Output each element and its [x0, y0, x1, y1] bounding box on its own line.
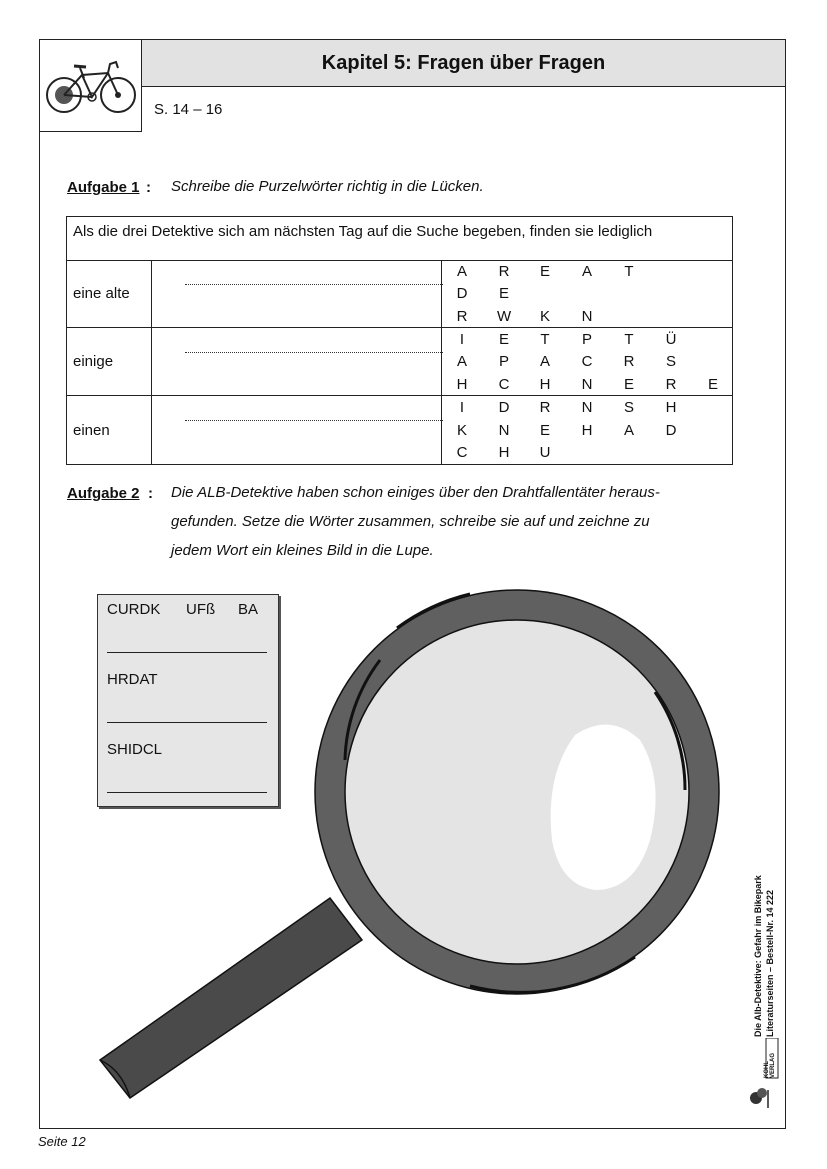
sidebar-line: Literaturseiten – Bestell-Nr. 14 222	[765, 889, 775, 1037]
letter: W	[497, 308, 512, 325]
task2-line: jedem Wort ein kleines Bild in die Lupe.	[171, 542, 434, 559]
task1-colon: :	[146, 179, 151, 196]
word-fragment: HRDAT	[107, 671, 158, 688]
letter: S	[623, 399, 634, 416]
task1-instruction: Schreibe die Purzelwörter richtig in die Lücken.	[171, 178, 484, 195]
letter: Ü	[665, 331, 677, 348]
sidebar-line: Die Alb-Detektive: Gefahr im Bikepark	[753, 875, 763, 1037]
letter: A	[539, 353, 550, 370]
letter: N	[581, 376, 593, 393]
page-range: S. 14 – 16	[154, 101, 223, 118]
row-label: eine alte	[66, 260, 152, 328]
page-number: Seite 12	[38, 1134, 86, 1149]
letter: R	[539, 399, 551, 416]
letter: H	[539, 376, 551, 393]
letter: C	[581, 353, 593, 370]
letter: H	[581, 422, 593, 439]
letter: R	[456, 308, 468, 325]
letter: T	[624, 331, 634, 348]
letter: E	[623, 376, 634, 393]
letter: P	[581, 331, 592, 348]
word-fragment: CURDK	[107, 601, 161, 618]
letter: E	[707, 376, 718, 393]
letter: N	[581, 399, 593, 416]
letter: D	[665, 422, 677, 439]
letter: A	[581, 263, 592, 280]
row-label: einige	[66, 328, 152, 396]
letter: C	[456, 444, 468, 461]
publisher-sidebar	[752, 857, 792, 1037]
letter: H	[456, 376, 468, 393]
letter: A	[456, 353, 467, 370]
row-label: einen	[66, 396, 152, 465]
letter: D	[456, 285, 468, 302]
word-fragment: SHIDCL	[107, 741, 163, 758]
task2-label: Aufgabe 2	[67, 485, 140, 502]
letter: K	[539, 308, 550, 325]
table-intro: Als die drei Detektive sich am nächsten Tag auf die Suche begeben, finden sie lediglich	[66, 216, 733, 261]
letter: R	[623, 353, 635, 370]
word-fragment: UFß	[186, 601, 216, 618]
letter: K	[456, 422, 467, 439]
task1-label: Aufgabe 1	[67, 179, 140, 196]
letter: E	[498, 331, 509, 348]
letter: R	[498, 263, 510, 280]
letter: A	[456, 263, 467, 280]
chapter-title: Kapitel 5: Fragen über Fragen	[141, 39, 786, 87]
letter: I	[459, 399, 465, 416]
letter: D	[498, 399, 510, 416]
letter: P	[498, 353, 509, 370]
letter: R	[665, 376, 677, 393]
word-fragment: BA	[238, 601, 259, 618]
letter: N	[581, 308, 593, 325]
task2-line: gefunden. Setze die Wörter zusammen, schreibe sie auf und zeichne zu	[171, 513, 650, 530]
letter: U	[539, 444, 551, 461]
letter: H	[498, 444, 510, 461]
publisher-name: KOHL VERLAG	[764, 1052, 776, 1078]
letter: N	[498, 422, 510, 439]
letter: H	[665, 399, 677, 416]
letter: I	[459, 331, 465, 348]
letter: T	[540, 331, 550, 348]
letter: C	[498, 376, 510, 393]
task2-line: Die ALB-Detektive haben schon einiges über den Drahtfallentäter heraus-	[171, 484, 660, 501]
letter: E	[498, 285, 509, 302]
task2-colon: :	[148, 485, 153, 502]
letter: E	[539, 422, 550, 439]
letter: A	[623, 422, 634, 439]
letter: S	[665, 353, 676, 370]
letter: T	[624, 263, 634, 280]
letter: E	[539, 263, 550, 280]
